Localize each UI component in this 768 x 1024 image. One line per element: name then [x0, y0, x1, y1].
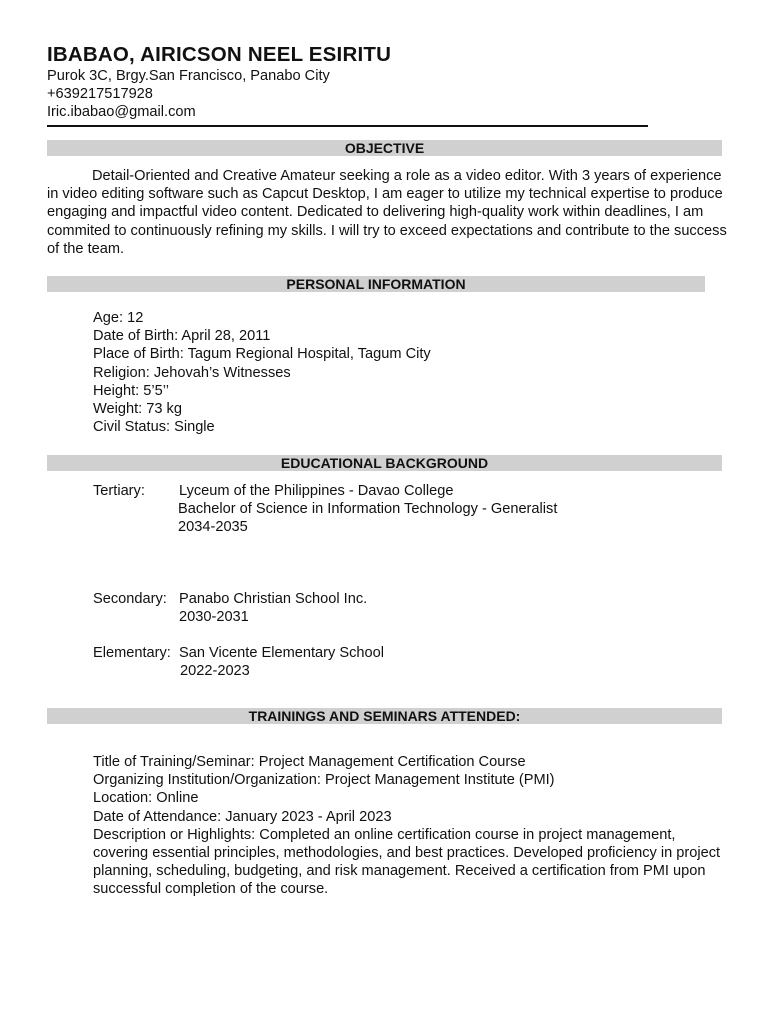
education-elementary-school: San Vicente Elementary School — [179, 645, 384, 661]
education-secondary-label: Secondary: — [93, 591, 167, 607]
objective-text: Detail-Oriented and Creative Amateur seeking a role as a video editor. With 3 years of experience in video editing software such as Capcut Desktop, I am eager to utilize my technical expertise to produce engaging and impactful video content. Dedicated to delivering high-quality work within deadlines, I am commited to continuously refining my skills. I will try to exceed expectations and contribute to the success of the team. — [47, 168, 727, 257]
address: Purok 3C, Brgy.San Francisco, Panabo City — [47, 68, 330, 84]
personal-info-list — [93, 309, 431, 436]
training-date: Date of Attendance: January 2023 - April 2023 — [93, 808, 392, 825]
email: Iric.ibabao@gmail.com — [47, 104, 196, 121]
list-item: Weight: 73 kg — [93, 401, 182, 418]
list-item: Religion: Jehovah’s Witnesses — [93, 364, 291, 381]
contact-block — [47, 67, 330, 122]
training-organizer: Organizing Institution/Organization: Project Management Institute (PMI) — [93, 772, 555, 789]
trainings-heading: TRAININGS AND SEMINARS ATTENDED: — [47, 708, 722, 724]
list-item: Civil Status: Single — [93, 419, 215, 436]
objective-section — [47, 167, 727, 258]
education-tertiary-school: Lyceum of the Philippines - Davao College — [179, 483, 454, 499]
training-description: Description or Highlights: Completed an online certification course in project management, covering essential principles, methodologies, and best practices. Developed proficiency in project planning, scheduling, budgeting, and risk management. Received a certification from PMI upon successful completion of the course. — [93, 826, 721, 898]
resume-name: IBABAO, AIRICSON NEEL ESIRITU — [47, 43, 392, 66]
training-location: Location: Online — [93, 790, 199, 807]
education-secondary-years: 2030-2031 — [179, 609, 249, 625]
training-title: Title of Training/Seminar: Project Management Certification Course — [93, 754, 526, 770]
list-item: Height: 5’5’’ — [93, 382, 169, 399]
objective-heading: OBJECTIVE — [47, 140, 722, 156]
education-heading: EDUCATIONAL BACKGROUND — [47, 455, 722, 471]
education-secondary-school: Panabo Christian School Inc. — [179, 591, 368, 607]
personal-info-heading: PERSONAL INFORMATION — [47, 276, 705, 292]
education-tertiary-course: Bachelor of Science in Information Technology - Generalist — [178, 501, 558, 517]
phone: +639217517928 — [47, 86, 153, 103]
list-item: Age: 12 — [93, 310, 144, 326]
education-elementary-label: Elementary: — [93, 645, 171, 661]
list-item: Place of Birth: Tagum Regional Hospital, Tagum City — [93, 346, 431, 363]
education-tertiary-label: Tertiary: — [93, 483, 145, 499]
education-tertiary-years: 2034-2035 — [178, 519, 248, 535]
trainings-section — [93, 753, 723, 899]
education-elementary-years: 2022-2023 — [180, 663, 250, 679]
header-divider — [47, 125, 648, 127]
list-item: Date of Birth: April 28, 2011 — [93, 328, 271, 345]
